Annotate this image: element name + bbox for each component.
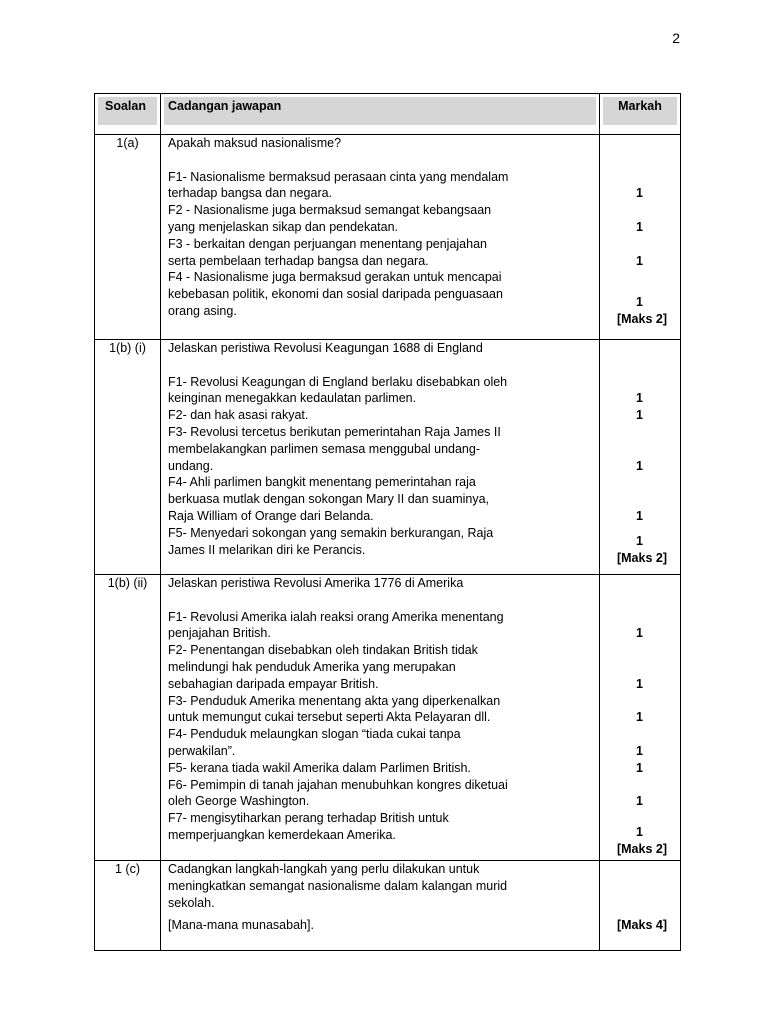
mark-value: 1 [636,626,643,641]
mark-value: 1 [636,760,643,775]
answer-note: [Mana-mana munasabah]. [168,918,314,933]
answer-line: terhadap bangsa dan negara. [168,186,333,201]
question-prompt: Cadangkan langkah-langkah yang perlu dilakukan untuk [168,862,480,876]
answer-cell [161,861,600,951]
answer-cell [161,575,600,861]
question-number: 1(a) [95,135,161,340]
mark-value: 1 [636,825,643,840]
answer-line: F3 - berkaitan dengan perjuangan menentang penjajahan [168,236,487,251]
table-row [95,135,681,340]
answer-line: undang. [168,458,214,473]
question-prompt: meningkatkan semangat nasionalisme dalam kalangan murid [168,878,508,893]
answer-line: F7- mengisytiharkan perang terhadap British untuk [168,811,449,826]
question-prompt: Jelaskan peristiwa Revolusi Amerika 1776 di Amerika [168,576,464,590]
answer-line: Raja William of Orange dari Belanda. [168,508,374,523]
table-row [95,861,681,951]
marks-cell [600,135,681,340]
mark-value: 1 [636,676,643,691]
header-answer: Cadangan jawapan [161,94,600,135]
answer-line: F6- Pemimpin di tanah jajahan menubuhkan kongres diketuai [168,777,508,792]
header-marks: Markah [600,94,681,135]
answer-line: F1- Nasionalisme bermaksud perasaan cinta yang mendalam [168,169,509,184]
answer-line: James II melarikan diri ke Perancis. [168,542,366,557]
answer-line: berkuasa mutlak dengan sokongan Mary II dan suaminya, [168,492,490,507]
answer-line: F2- Penentangan disebabkan oleh tindakan British tidak [168,643,478,658]
answer-line: memperjuangkan kemerdekaan Amerika. [168,827,396,842]
answer-line: sebahagian daripada empayar British. [168,676,379,691]
question-prompt: Jelaskan peristiwa Revolusi Keagungan 1688 di England [168,341,483,355]
answer-line: penjajahan British. [168,626,271,641]
marking-scheme-table [94,93,681,951]
answer-line: yang menjelaskan sikap dan pendekatan. [168,219,399,234]
answer-line: orang asing. [168,303,237,318]
question-number: 1(b) (i) [95,340,161,575]
answer-line: keinginan menegakkan kedaulatan parlimen. [168,391,417,406]
mark-value: 1 [636,710,643,725]
mark-value: 1 [636,508,643,523]
max-marks: [Maks 2] [616,550,667,565]
table-row [95,575,681,861]
header-question: Soalan [95,94,161,135]
answer-cell [161,135,600,340]
mark-value: 1 [636,391,643,406]
marks-cell [600,575,681,861]
answer-line: F3- Penduduk Amerika menentang akta yang diperkenalkan [168,693,501,708]
table-header-row [95,94,681,135]
question-number: 1(b) (ii) [95,575,161,861]
question-prompt: Apakah maksud nasionalisme? [168,136,342,150]
answer-line: kebebasan politik, ekonomi dan sosial daripada penguasaan [168,287,503,302]
answer-line: F2 - Nasionalisme juga bermaksud semangat kebangsaan [168,203,492,218]
question-number: 1 (c) [95,861,161,951]
mark-value: 1 [636,186,643,201]
answer-line: membelakangkan parlimen semasa menggubal undang- [168,441,480,456]
answer-line: oleh George Washington. [168,794,310,809]
max-marks: [Maks 4] [616,918,667,933]
answer-line: perwakilan”. [168,743,236,758]
answer-line: F2- dan hak asasi rakyat. [168,408,309,423]
answer-line: F4- Penduduk melaungkan slogan “tiada cukai tanpa [168,727,461,742]
answer-cell [161,340,600,575]
answer-line: F5- Menyedari sokongan yang semakin berkurangan, Raja [168,525,494,540]
max-marks: [Maks 2] [616,311,667,326]
mark-value: 1 [636,458,643,473]
mark-value: 1 [636,219,643,234]
question-prompt: sekolah. [168,895,215,910]
mark-value: 1 [636,794,643,809]
answer-line: F1- Revolusi Amerika ialah reaksi orang Amerika menentang [168,609,504,624]
marks-cell [600,340,681,575]
answer-line: F1- Revolusi Keagungan di England berlaku disebabkan oleh [168,374,508,389]
answer-line: F5- kerana tiada wakil Amerika dalam Parlimen British. [168,760,471,775]
answer-line: serta pembelaan terhadap bangsa dan negara. [168,253,429,268]
mark-value: 1 [636,408,643,423]
mark-value: 1 [636,743,643,758]
mark-value: 1 [636,295,643,310]
answer-line: melindungi hak penduduk Amerika yang merupakan [168,659,456,674]
mark-value: 1 [636,253,643,268]
answer-line: F4- Ahli parlimen bangkit menentang pemerintahan raja [168,475,476,490]
marks-cell [600,861,681,951]
answer-line: F4 - Nasionalisme juga bermaksud gerakan untuk mencapai [168,270,502,285]
answer-line: untuk memungut cukai tersebut seperti Akta Pelayaran dll. [168,710,491,725]
mark-value: 1 [636,533,643,548]
answer-line: F3- Revolusi tercetus berikutan pemerintahan Raja James II [168,424,501,439]
page-number: 2 [672,30,680,46]
max-marks: [Maks 2] [616,841,667,856]
table-row [95,340,681,575]
